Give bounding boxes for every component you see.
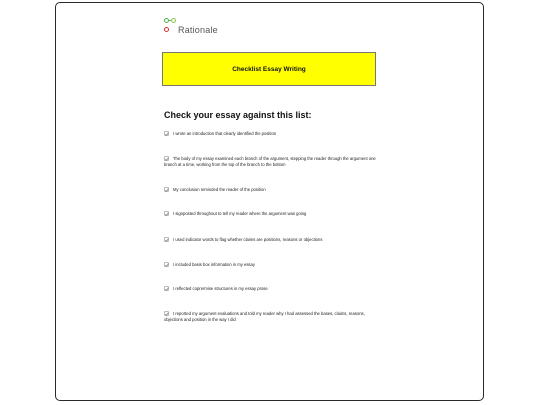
checklist-item-text: I used indicator words to flag whether claims are positions, reasons or objections xyxy=(173,237,323,242)
checklist-item-text: I reflected coprermise structures in my essay prose xyxy=(173,286,268,291)
checklist-item xyxy=(164,237,380,243)
checkbox[interactable] xyxy=(164,187,169,192)
checkbox[interactable] xyxy=(164,286,169,291)
logo-text: Rationale xyxy=(178,25,218,35)
checklist-item xyxy=(164,187,380,193)
checkbox[interactable] xyxy=(164,131,169,136)
page-heading: Check your essay against this list: xyxy=(164,110,312,120)
checklist-item xyxy=(164,262,380,268)
checkbox[interactable] xyxy=(164,237,169,242)
checkbox[interactable] xyxy=(164,211,169,216)
checklist-item xyxy=(164,211,380,217)
checklist-item-text: My conclusion reminded the reader of the position xyxy=(173,187,266,192)
rationale-logo xyxy=(164,18,218,36)
checklist-item xyxy=(164,286,380,292)
checklist-item xyxy=(164,311,380,322)
checklist-item-text: I wrote an introduction that clearly identified the position xyxy=(173,131,277,136)
checklist-title-banner xyxy=(162,52,376,86)
checklist-item-text: I included basis box information in my essay xyxy=(173,262,255,267)
checklist-item xyxy=(164,131,380,137)
rationale-logo-icon xyxy=(164,18,176,36)
banner-title: Checklist Essay Writing xyxy=(232,65,306,73)
checklist-item-text: I signposted throughout to tell my reader where the argument was going xyxy=(173,211,307,216)
checklist-item xyxy=(164,156,380,167)
checklist-item-text: The body of my essay examined each branch of the argument, stepping the reader through the argument one branch at a time, working from the top of the branch to the bottom xyxy=(164,156,376,167)
checkbox[interactable] xyxy=(164,262,169,267)
checkbox[interactable] xyxy=(164,156,169,161)
checkbox[interactable] xyxy=(164,311,169,316)
checklist-item-text: I reported my argument evaluations and told my reader why I had assessed the bases, claims, reasons, objections and position in the way I did xyxy=(164,311,365,322)
